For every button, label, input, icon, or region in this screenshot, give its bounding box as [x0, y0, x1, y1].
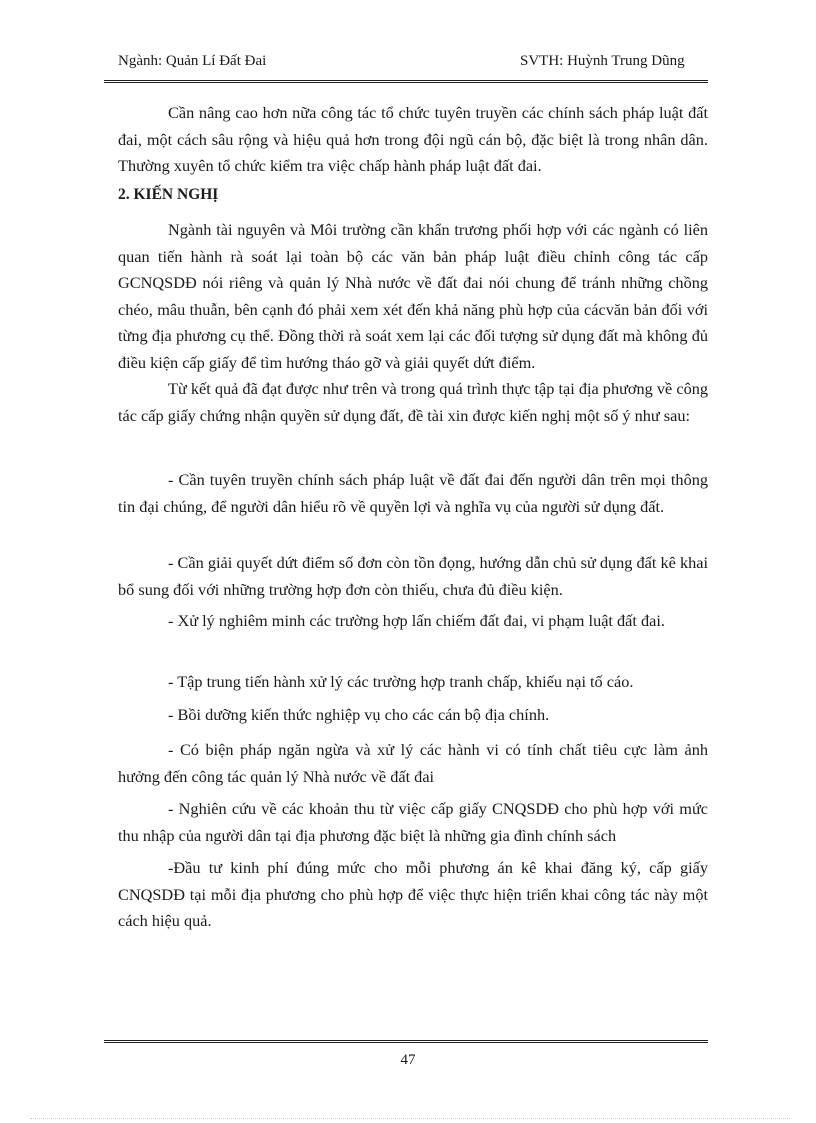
bullet-8-block	[118, 855, 708, 935]
bullet-4-block	[118, 669, 708, 696]
bullet-5-block	[118, 702, 708, 729]
header-major: Ngành: Quản Lí Đất Đai	[118, 53, 267, 69]
bullet-item: - Cần tuyên truyền chính sách pháp luật về đất đai đến người dân trên mọi thông tin đại chúng, để người dân hiểu rõ về quyền lợi và nghĩa vụ của người sử dụng đất.	[118, 470, 708, 516]
paragraph: Ngành tài nguyên và Môi trường cần khẩn trương phối hợp với các ngành có liên quan tiến hành rà soát lại toàn bộ các văn bản pháp luật điều chỉnh công tác cấp GCNQSDĐ nói riêng và quản lý Nhà nước về đất đai nói chung để tránh những chồng chéo, mâu thuẫn, bên cạnh đó phải xem xét đến khả năng phù hợp của cácvăn bản đối với từng địa phương cụ thể. Đồng thời rà soát xem lại các đối tượng sử dụng đất mà không đủ điều kiện cấp giấy để tìm hướng tháo gỡ và giải quyết dứt điểm.	[118, 220, 708, 372]
page-number: 47	[400, 1052, 416, 1068]
paragraph-1-block	[118, 217, 708, 376]
section-heading: 2. KIẾN NGHỊ	[118, 186, 219, 203]
bullet-6-block	[118, 737, 708, 790]
footer-rule	[104, 1040, 708, 1043]
page-edge-divider	[30, 1118, 790, 1119]
bullet-2-block	[118, 550, 708, 603]
bullet-item: -Đầu tư kinh phí đúng mức cho mỗi phương án kê khai đăng ký, cấp giấy CNQSDĐ tại mỗi địa phương cho phù hợp để việc thực hiện triển khai công tác này một cách hiệu quả.	[118, 858, 708, 930]
bullet-item: - Nghiên cứu về các khoản thu từ việc cấp giấy CNQSDĐ cho phù hợp với mức thu nhập của người dân tại địa phương đặc biệt là những gia đình chính sách	[118, 799, 708, 845]
bullet-item: - Tập trung tiến hành xử lý các trường hợp tranh chấp, khiếu nại tố cáo.	[168, 672, 634, 691]
intro-block	[118, 100, 708, 180]
bullet-7-block	[118, 796, 708, 849]
bullet-item: - Xử lý nghiêm minh các trường hợp lấn chiếm đất đai, vi phạm luật đất đai.	[168, 611, 665, 630]
bullet-item: - Cần giải quyết dứt điểm số đơn còn tồn đọng, hướng dẫn chủ sử dụng đất kê khai bổ sung đối với những trường hợp đơn còn thiếu, chưa đủ điều kiện.	[118, 553, 708, 599]
header-student: SVTH: Huỳnh Trung Dũng	[520, 53, 685, 69]
bullet-item: - Có biện pháp ngăn ngừa và xử lý các hành vi có tính chất tiêu cực làm ảnh hưởng đến công tác quản lý Nhà nước về đất đai	[118, 740, 708, 786]
bullet-3-block	[118, 608, 708, 635]
paragraph: Từ kết quả đã đạt được như trên và trong quá trình thực tập tại địa phương về công tác cấp giấy chứng nhận quyền sử dụng đất, đề tài xin được kiến nghị một số ý như sau:	[118, 379, 708, 425]
header-rule	[104, 80, 708, 83]
paragraph-2-block	[118, 376, 708, 429]
bullet-item: - Bồi dưỡng kiến thức nghiệp vụ cho các cán bộ địa chính.	[168, 705, 550, 724]
intro-paragraph: Cần nâng cao hơn nữa công tác tổ chức tuyên truyền các chính sách pháp luật đất đai, một cách sâu rộng và hiệu quả hơn trong đội ngũ cán bộ, đặc biệt là trong nhân dân. Thường xuyên tổ chức kiểm tra việc chấp hành pháp luật đất đai.	[118, 103, 708, 175]
bullet-1-block	[118, 467, 708, 520]
